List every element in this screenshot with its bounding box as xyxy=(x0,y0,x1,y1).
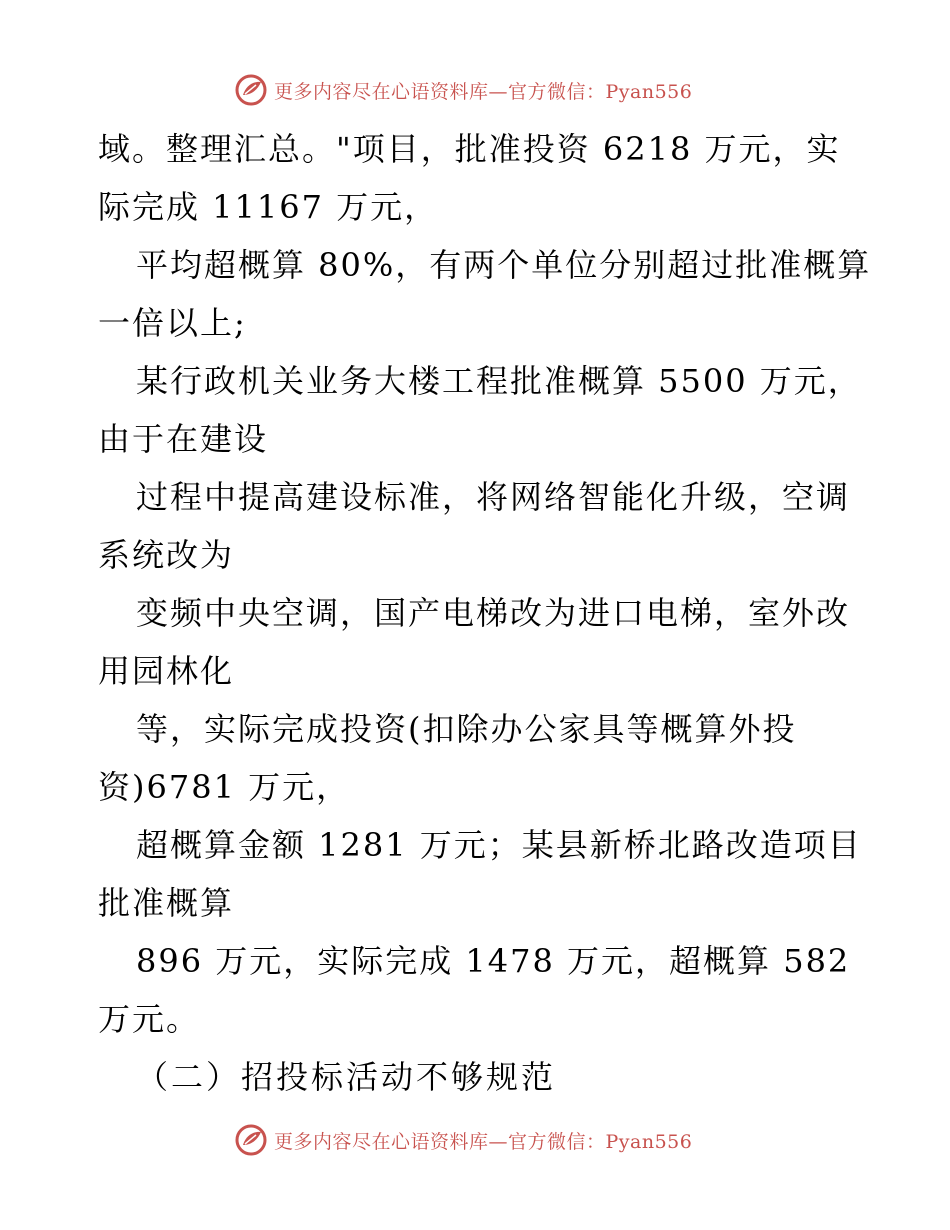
text-line: 域。整理汇总。"项目，批准投资 6218 万元，实 xyxy=(98,130,841,168)
leaf-seal-logo-icon xyxy=(234,73,268,107)
text-line: 某行政机关业务大楼工程批准概算 5500 万元， xyxy=(136,362,862,400)
footer-banner-text: 更多内容尽在心语资料库—官方微信：Pyan556 xyxy=(274,1130,693,1153)
text-line: 896 万元，实际完成 1478 万元，超概算 582 xyxy=(136,942,851,980)
text-line: 平均超概算 80%，有两个单位分别超过批准概算 xyxy=(136,246,872,284)
text-line: 用园林化 xyxy=(98,652,235,690)
leaf-seal-logo-icon xyxy=(234,1123,268,1157)
text-line: 变频中央空调，国产电梯改为进口电梯，室外改 xyxy=(136,594,851,632)
header-banner xyxy=(234,72,692,108)
text-line: 等，实际完成投资(扣除办公家具等概算外投 xyxy=(136,710,797,748)
document-body xyxy=(98,120,872,1106)
text-line: 超概算金额 1281 万元；某县新桥北路改造项目 xyxy=(136,826,862,864)
section-heading: （二）招投标活动不够规范 xyxy=(136,1058,557,1096)
text-line: 资)6781 万元， xyxy=(98,768,351,806)
text-line: 系统改为 xyxy=(98,536,235,574)
text-line: 由于在建设 xyxy=(98,420,269,458)
text-line: 一倍以上; xyxy=(98,304,247,342)
footer-banner xyxy=(234,1122,692,1158)
header-banner-text: 更多内容尽在心语资料库—官方微信：Pyan556 xyxy=(274,80,693,103)
text-line: 批准概算 xyxy=(98,884,235,922)
text-line: 过程中提高建设标准，将网络智能化升级，空调 xyxy=(136,478,851,516)
text-line: 万元。 xyxy=(98,1000,201,1038)
text-line: 际完成 11167 万元， xyxy=(98,188,439,226)
